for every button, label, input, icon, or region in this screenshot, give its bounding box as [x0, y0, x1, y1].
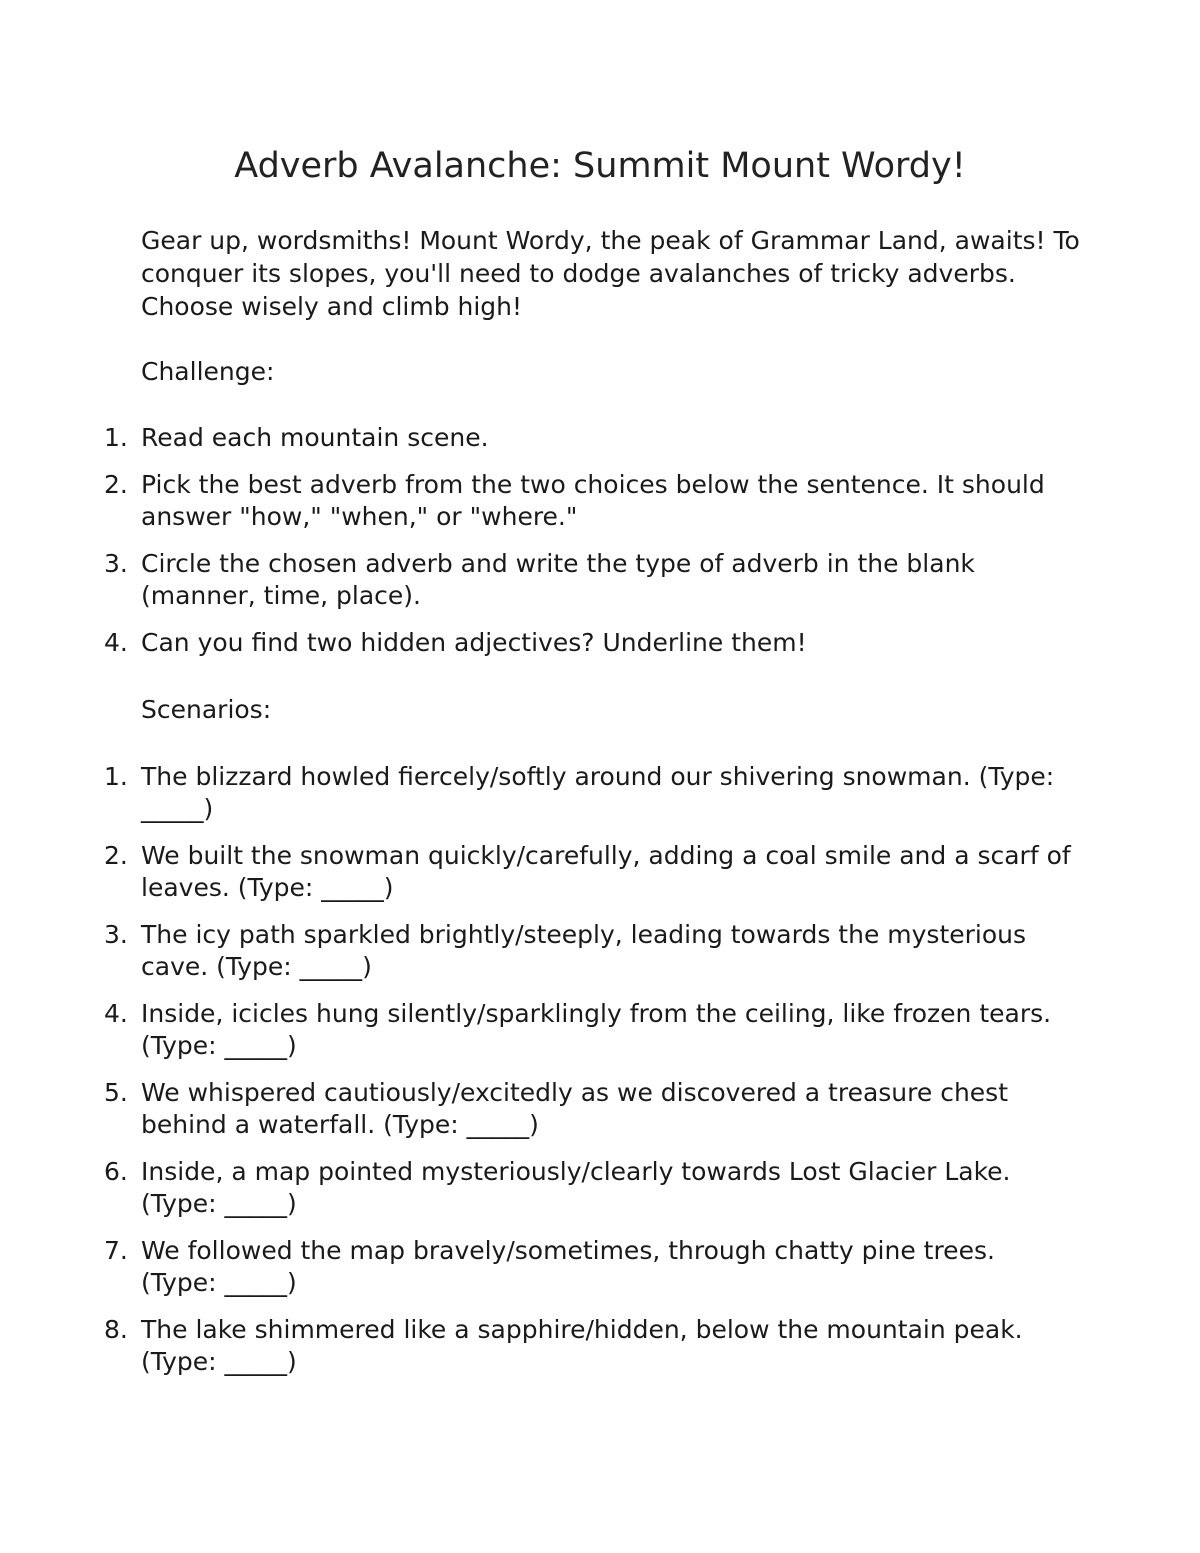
challenge-item-text: Circle the chosen adverb and write the type of adverb in the blank (manner, time, place).	[141, 549, 975, 610]
challenge-item-text: Pick the best adverb from the two choices below the sentence. It should answer "how," "when," or "where."	[141, 470, 1045, 531]
scenario-item-number: 2.	[104, 841, 128, 870]
challenge-item-number: 4.	[104, 628, 128, 657]
scenario-item	[0, 1156, 1120, 1220]
scenario-item-text: The icy path sparkled brightly/steeply, leading towards the mysterious cave. (Type: _____)	[141, 920, 1027, 981]
scenario-item-number: 3.	[104, 920, 128, 949]
scenario-item-text: The blizzard howled fiercely/softly around our shivering snowman. (Type: _____)	[141, 762, 1055, 823]
intro-paragraph: Gear up, wordsmiths! Mount Wordy, the peak of Grammar Land, awaits! To conquer its slopes, you'll need to dodge avalanches of tricky adverbs. Choose wisely and climb high!	[141, 226, 1080, 321]
challenge-item	[0, 627, 1120, 659]
scenario-list	[0, 761, 1120, 1393]
scenario-item-text: Inside, a map pointed mysteriously/clearly towards Lost Glacier Lake. (Type: _____)	[141, 1157, 1011, 1218]
challenge-item	[0, 469, 1120, 533]
scenario-item-number: 6.	[104, 1157, 128, 1186]
challenge-item-number: 1.	[104, 423, 128, 452]
page-title: Adverb Avalanche: Summit Mount Wordy!	[234, 146, 966, 186]
scenario-item-number: 8.	[104, 1315, 128, 1344]
challenge-item	[0, 422, 1120, 454]
scenario-item-number: 5.	[104, 1078, 128, 1107]
scenario-item	[0, 919, 1120, 983]
scenario-item-text: We followed the map bravely/sometimes, through chatty pine trees. (Type: _____)	[141, 1236, 995, 1297]
scenario-item-text: We built the snowman quickly/carefully, adding a coal smile and a scarf of leaves. (Type: _____)	[141, 841, 1071, 902]
challenge-list	[0, 422, 1120, 674]
scenario-item	[0, 1235, 1120, 1299]
scenario-item	[0, 1314, 1120, 1378]
scenario-item-number: 7.	[104, 1236, 128, 1265]
challenge-item	[0, 548, 1120, 612]
scenario-item	[0, 761, 1120, 825]
scenario-item-number: 1.	[104, 762, 128, 791]
scenario-item-text: We whispered cautiously/excitedly as we discovered a treasure chest behind a waterfall. (Type: _____)	[141, 1078, 1009, 1139]
challenge-item-text: Can you find two hidden adjectives? Underline them!	[141, 628, 807, 657]
challenge-item-number: 3.	[104, 549, 128, 578]
scenarios-heading: Scenarios:	[141, 695, 272, 724]
scenario-item-text: Inside, icicles hung silently/sparklingly from the ceiling, like frozen tears. (Type: _____)	[141, 999, 1052, 1060]
scenario-item	[0, 1077, 1120, 1141]
scenario-item	[0, 998, 1120, 1062]
scenario-item-text: The lake shimmered like a sapphire/hidden, below the mountain peak. (Type: _____)	[141, 1315, 1023, 1376]
scenario-item-number: 4.	[104, 999, 128, 1028]
challenge-item-text: Read each mountain scene.	[141, 423, 489, 452]
scenario-item	[0, 840, 1120, 904]
challenge-item-number: 2.	[104, 470, 128, 499]
challenge-heading: Challenge:	[141, 357, 275, 386]
